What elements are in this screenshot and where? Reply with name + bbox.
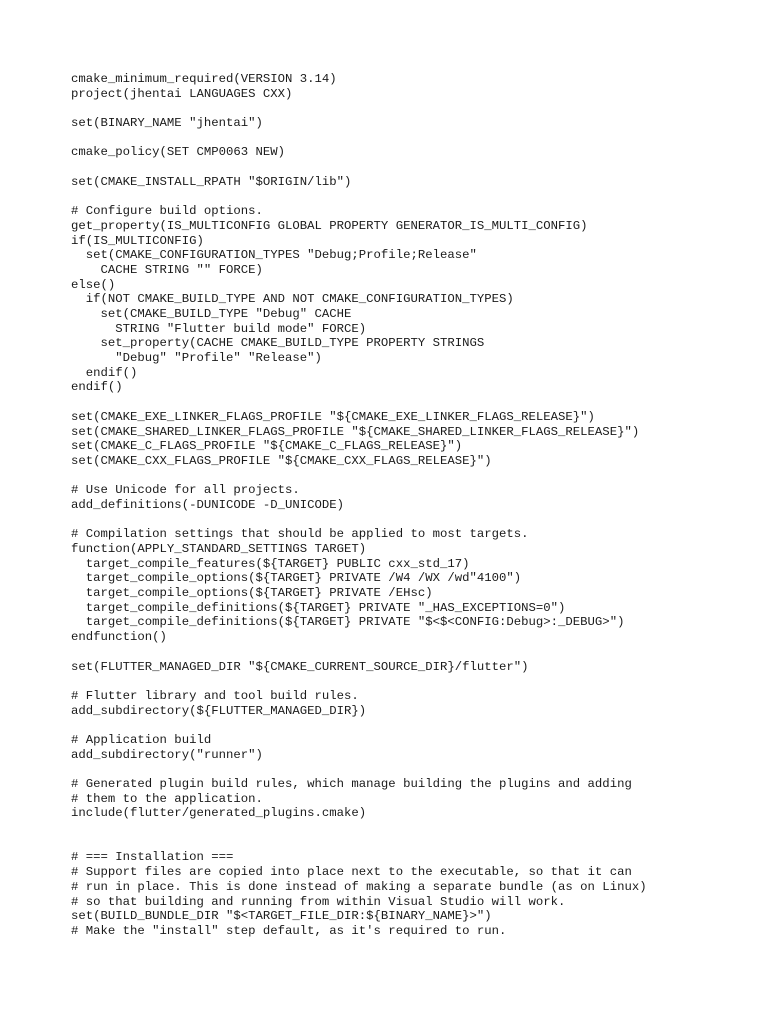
code-line: endfunction() (71, 630, 167, 645)
code-line: # Use Unicode for all projects. (71, 483, 300, 498)
code-line: # them to the application. (71, 791, 263, 806)
code-line: STRING "Flutter build mode" FORCE) (71, 321, 367, 336)
code-line: # Application build (71, 732, 212, 747)
code-line: set(BINARY_NAME "jhentai") (71, 116, 263, 131)
code-line: set(CMAKE_EXE_LINKER_FLAGS_PROFILE "${CMAKE_EXE_LINKER_FLAGS_RELEASE}") (71, 409, 595, 424)
code-line: if(NOT CMAKE_BUILD_TYPE AND NOT CMAKE_CONFIGURATION_TYPES) (71, 292, 514, 307)
code-line (71, 160, 751, 175)
code-line: function(APPLY_STANDARD_SETTINGS TARGET) (71, 542, 367, 556)
code-listing (71, 72, 751, 939)
code-line: include(flutter/generated_plugins.cmake) (71, 806, 367, 821)
code-line: set(CMAKE_INSTALL_RPATH "$ORIGIN/lib") (71, 174, 352, 189)
code-line: if(IS_MULTICONFIG) (71, 233, 204, 248)
code-line (71, 836, 751, 851)
code-line: "Debug" "Profile" "Release") (71, 351, 322, 366)
code-line: set(FLUTTER_MANAGED_DIR "${CMAKE_CURRENT_SOURCE_DIR}/flutter") (71, 659, 529, 674)
code-line: target_compile_options(${TARGET} PRIVATE /W4 /WX /wd"4100") (71, 571, 522, 586)
code-line (71, 762, 751, 777)
code-line (71, 718, 751, 733)
code-line (71, 821, 751, 836)
code-line: set(BUILD_BUNDLE_DIR "$<TARGET_FILE_DIR:${BINARY_NAME}>") (71, 909, 492, 924)
code-line: endif() (71, 380, 123, 395)
code-line: add_subdirectory("runner") (71, 747, 263, 762)
code-line: set(CMAKE_CONFIGURATION_TYPES "Debug;Profile;Release" (71, 248, 477, 263)
code-line: # === Installation === (71, 850, 234, 865)
code-line: target_compile_definitions(${TARGET} PRIVATE "_HAS_EXCEPTIONS=0") (71, 600, 566, 615)
code-line (71, 469, 751, 484)
code-line: set(CMAKE_CXX_FLAGS_PROFILE "${CMAKE_CXX_FLAGS_RELEASE}") (71, 453, 492, 468)
code-line: set_property(CACHE CMAKE_BUILD_TYPE PROPERTY STRINGS (71, 336, 485, 351)
code-line (71, 645, 751, 660)
code-line (71, 131, 751, 146)
code-line: # Configure build options. (71, 204, 263, 219)
code-line: # Make the "install" step default, as it's required to run. (71, 923, 507, 938)
code-line: set(CMAKE_SHARED_LINKER_FLAGS_PROFILE "${CMAKE_SHARED_LINKER_FLAGS_RELEASE}") (71, 424, 640, 439)
code-line: # run in place. This is done instead of making a separate bundle (as on Linux) (71, 879, 647, 894)
code-line (71, 190, 751, 205)
code-line: # Flutter library and tool build rules. (71, 688, 359, 703)
code-line: else() (71, 277, 116, 292)
code-line (71, 101, 751, 116)
code-line: # Generated plugin build rules, which manage building the plugins and adding (71, 777, 632, 791)
code-line: add_definitions(-DUNICODE -D_UNICODE) (71, 497, 345, 512)
code-line: # Compilation settings that should be applied to most targets. (71, 527, 529, 542)
code-line (71, 395, 751, 410)
code-line: target_compile_options(${TARGET} PRIVATE /EHsc) (71, 586, 433, 601)
code-line: target_compile_definitions(${TARGET} PRIVATE "$<$<CONFIG:Debug>:_DEBUG>") (71, 615, 625, 630)
code-line: endif() (71, 365, 138, 380)
code-line: cmake_policy(SET CMP0063 NEW) (71, 145, 286, 160)
code-line: # so that building and running from within Visual Studio will work. (71, 894, 566, 909)
code-line: project(jhentai LANGUAGES CXX) (71, 86, 293, 101)
code-line: cmake_minimum_required(VERSION 3.14) (71, 72, 337, 86)
code-line (71, 513, 751, 528)
code-line: add_subdirectory(${FLUTTER_MANAGED_DIR}) (71, 703, 367, 718)
code-line: get_property(IS_MULTICONFIG GLOBAL PROPERTY GENERATOR_IS_MULTI_CONFIG) (71, 218, 588, 233)
code-line: target_compile_features(${TARGET} PUBLIC cxx_std_17) (71, 556, 470, 571)
code-line: # Support files are copied into place next to the executable, so that it can (71, 865, 632, 880)
code-line: set(CMAKE_C_FLAGS_PROFILE "${CMAKE_C_FLAGS_RELEASE}") (71, 439, 463, 454)
code-line: CACHE STRING "" FORCE) (71, 262, 263, 277)
code-line (71, 674, 751, 689)
code-line: set(CMAKE_BUILD_TYPE "Debug" CACHE (71, 307, 352, 321)
